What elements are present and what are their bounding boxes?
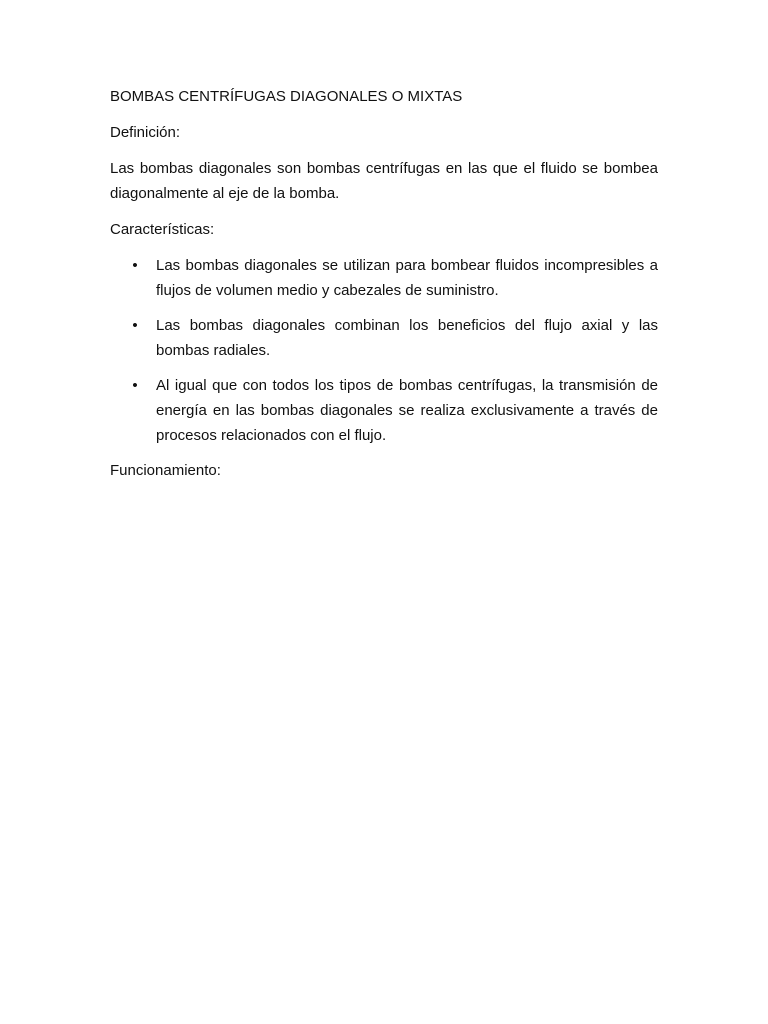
document-title: BOMBAS CENTRÍFUGAS DIAGONALES O MIXTAS (110, 88, 463, 105)
list-item (110, 373, 658, 448)
list-item-text: Al igual que con todos los tipos de bombas centrífugas, la transmisión de energía en las bombas diagonales se realiza exclusivamente a través de procesos relacionados con el flujo. (156, 377, 658, 444)
definition-heading: Definición: (110, 124, 181, 141)
bullet-icon: • (132, 377, 138, 394)
definition-paragraph: Las bombas diagonales son bombas centrífugas en las que el fluido se bombea diagonalmente al eje de la bomba. (110, 160, 658, 202)
bullet-icon: • (132, 257, 138, 274)
bullet-icon: • (132, 317, 138, 334)
list-item-text: Las bombas diagonales combinan los beneficios del flujo axial y las bombas radiales. (156, 317, 658, 359)
operation-heading: Funcionamiento: (110, 462, 221, 479)
characteristics-heading: Características: (110, 221, 215, 238)
list-item (110, 313, 658, 363)
characteristics-list (110, 253, 658, 448)
list-item-text: Las bombas diagonales se utilizan para bombear fluidos incompresibles a flujos de volumen medio y cabezales de suministro. (156, 257, 658, 299)
list-item (110, 253, 658, 303)
document-body (110, 84, 658, 494)
